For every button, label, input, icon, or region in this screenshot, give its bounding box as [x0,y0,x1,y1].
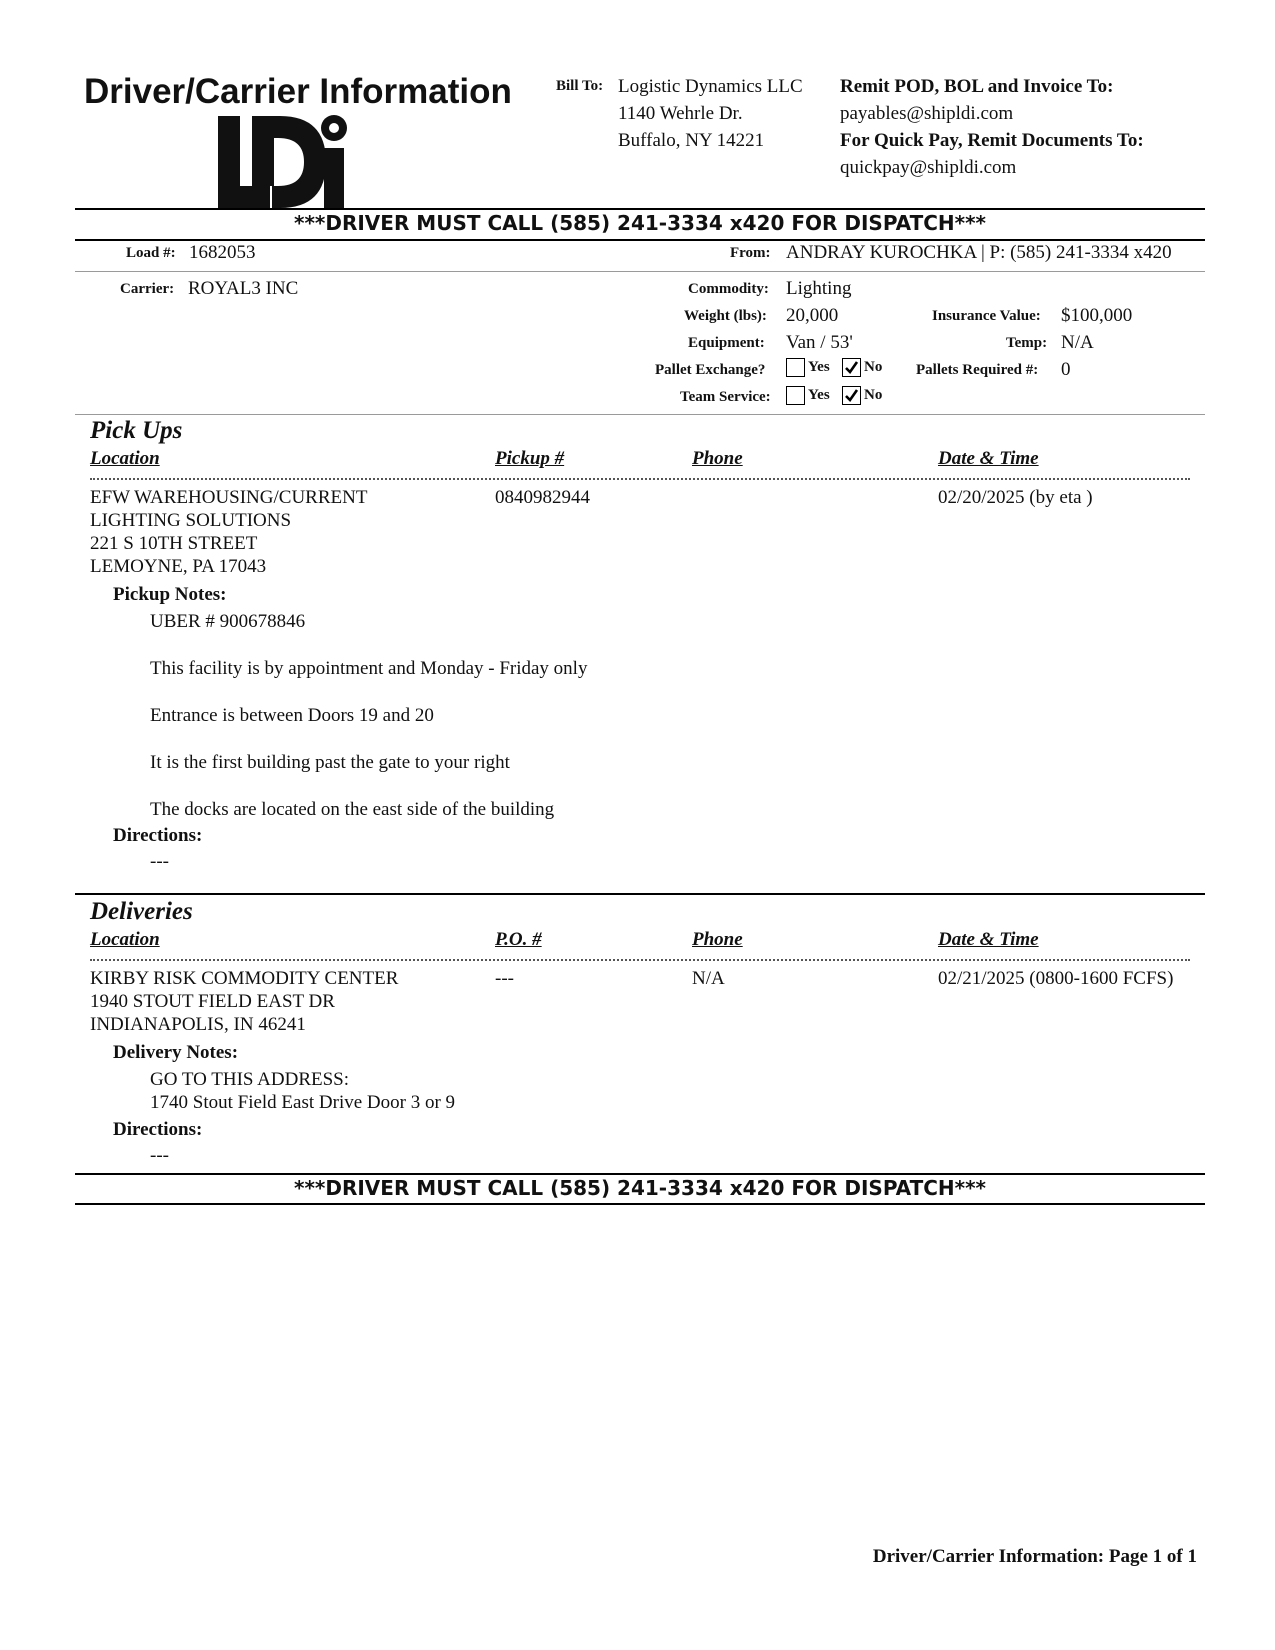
bill-to-line-3: Buffalo, NY 14221 [618,130,765,151]
deliveries-title: Deliveries [90,898,193,925]
divider [75,414,1205,415]
from-value: ANDRAY KUROCHKA | P: (585) 241-3334 x420 [786,242,1172,263]
deliveries-col-date-time: Date & Time [938,929,1039,950]
dotted-divider [90,478,1190,480]
dispatch-banner-bottom: ***DRIVER MUST CALL (585) 241-3334 x420 FOR DISPATCH*** [293,1176,987,1200]
delivery-phone-value: N/A [692,968,725,989]
pallet-exchange-label: Pallet Exchange? [655,362,766,378]
pickup-note-4: It is the first building past the gate to your right [150,752,510,773]
quickpay-heading: For Quick Pay, Remit Documents To: [840,130,1144,151]
divider [75,893,1205,895]
pickup-note-5: The docks are located on the east side of the building [150,799,555,820]
carrier-label: Carrier: [120,281,175,297]
divider [75,1173,1205,1175]
delivery-directions-value: --- [150,1145,169,1166]
delivery-directions-label: Directions: [113,1119,203,1140]
pickup-notes-label: Pickup Notes: [113,584,227,605]
team-service-no-checkbox[interactable] [842,386,861,405]
team-service-label: Team Service: [680,389,771,405]
checkmark-icon [844,360,859,375]
load-number-value: 1682053 [189,242,256,263]
delivery-location-line-1: KIRBY RISK COMMODITY CENTER [90,968,399,989]
bill-to-line-1: Logistic Dynamics LLC [618,76,803,97]
deliveries-col-location: Location [90,929,160,950]
pickups-title: Pick Ups [90,417,183,444]
team-service-yes-label: Yes [808,387,830,403]
pickups-col-pickup-number: Pickup # [495,448,565,469]
remit-email: payables@shipldi.com [840,103,1014,124]
pickup-location-line-1: EFW WAREHOUSING/CURRENT [90,487,368,508]
pallet-exchange-no-label: No [864,359,883,375]
insurance-value: $100,000 [1061,305,1133,326]
divider [75,1203,1205,1205]
pickup-directions-value: --- [150,851,169,872]
pickup-number-value: 0840982944 [495,487,590,508]
pickup-location-line-4: LEMOYNE, PA 17043 [90,556,267,577]
team-service-no-label: No [864,387,883,403]
commodity-label: Commodity: [688,281,769,297]
remit-heading: Remit POD, BOL and Invoice To: [840,76,1114,97]
carrier-value: ROYAL3 INC [188,278,299,299]
weight-label: Weight (lbs): [684,308,767,324]
temp-value: N/A [1061,332,1094,353]
deliveries-col-phone: Phone [692,929,743,950]
delivery-po-value: --- [495,968,514,989]
dotted-divider [90,959,1190,961]
pickup-note-3: Entrance is between Doors 19 and 20 [150,705,434,726]
delivery-note-2: 1740 Stout Field East Drive Door 3 or 9 [150,1092,456,1113]
page-footer: Driver/Carrier Information: Page 1 of 1 [872,1546,1197,1567]
pallet-exchange-yes-label: Yes [808,359,830,375]
divider [75,239,1205,241]
pallets-required-value: 0 [1061,359,1071,380]
ldi-logo [218,112,348,208]
deliveries-col-po-number: P.O. # [495,929,542,950]
delivery-location-line-3: INDIANAPOLIS, IN 46241 [90,1014,306,1035]
quickpay-email: quickpay@shipldi.com [840,157,1017,178]
pickup-note-1: UBER # 900678846 [150,611,306,632]
temp-label: Temp: [1006,335,1048,351]
dispatch-banner-top: ***DRIVER MUST CALL (585) 241-3334 x420 FOR DISPATCH*** [293,211,987,235]
equipment-value: Van / 53' [786,332,853,353]
bill-to-line-2: 1140 Wehrle Dr. [618,103,743,124]
delivery-note-1: GO TO THIS ADDRESS: [150,1069,350,1090]
pickup-location-line-2: LIGHTING SOLUTIONS [90,510,292,531]
pickups-col-date-time: Date & Time [938,448,1039,469]
load-number-label: Load #: [126,245,176,261]
pallets-required-label: Pallets Required #: [916,362,1039,378]
team-service-yes-checkbox[interactable] [786,386,805,405]
page-title: Driver/Carrier Information [84,72,512,111]
equipment-label: Equipment: [688,335,765,351]
checkmark-icon [844,388,859,403]
pickups-col-phone: Phone [692,448,743,469]
delivery-location-line-2: 1940 STOUT FIELD EAST DR [90,991,335,1012]
pickup-location-line-3: 221 S 10TH STREET [90,533,258,554]
divider [75,271,1205,272]
pallet-exchange-no-checkbox[interactable] [842,358,861,377]
weight-value: 20,000 [786,305,839,326]
from-label: From: [730,245,771,261]
pallet-exchange-yes-checkbox[interactable] [786,358,805,377]
pickup-note-2: This facility is by appointment and Monday - Friday only [150,658,588,679]
pickups-col-location: Location [90,448,160,469]
commodity-value: Lighting [786,278,852,299]
divider [75,208,1205,210]
pickup-directions-label: Directions: [113,825,203,846]
delivery-date-time-value: 02/21/2025 (0800-1600 FCFS) [938,968,1174,989]
pickup-date-time-value: 02/20/2025 (by eta ) [938,487,1093,508]
insurance-label: Insurance Value: [932,308,1041,324]
delivery-notes-label: Delivery Notes: [113,1042,239,1063]
bill-to-label: Bill To: [556,78,604,94]
